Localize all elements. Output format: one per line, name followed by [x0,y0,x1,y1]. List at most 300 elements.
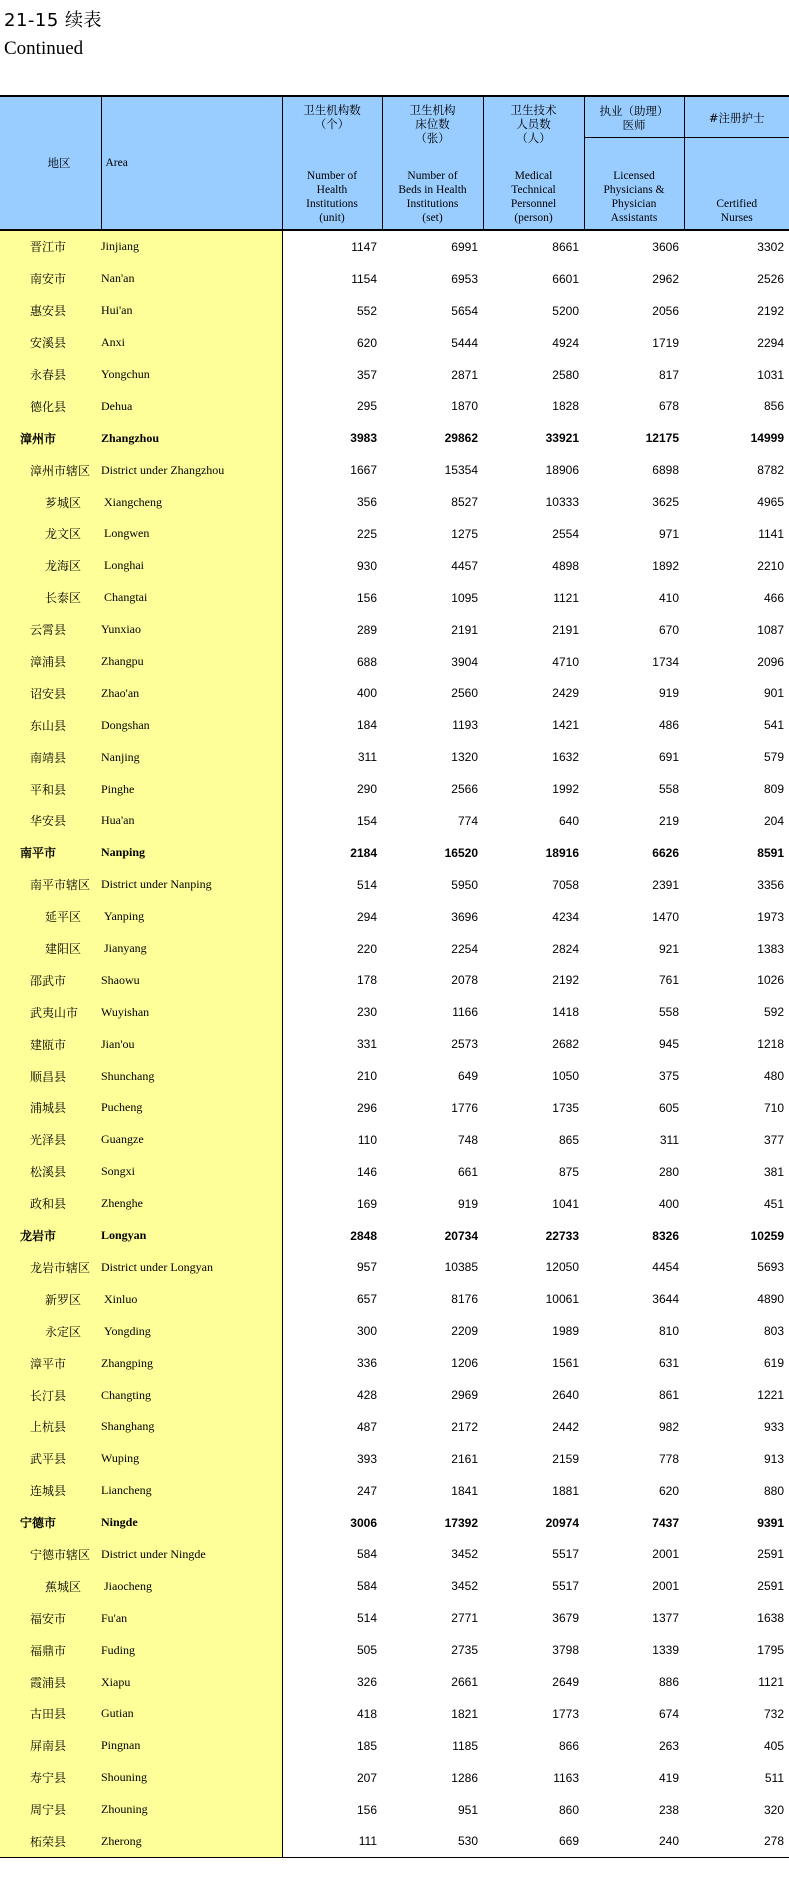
area-name-en: Xiapu [101,1666,282,1698]
table-row [0,327,789,359]
area-name-en: Songxi [101,1156,282,1188]
beds-value: 1275 [451,526,478,541]
area-name-zh: 建瓯市 [0,1028,101,1060]
physicians-value: 219 [658,813,679,828]
area-name-en: Yanping [101,901,282,933]
table-row [0,1411,789,1443]
area-name-en: Dongshan [101,709,282,741]
institutions-value: 514 [356,877,377,892]
institutions-value: 247 [356,1483,377,1498]
institutions-value: 178 [356,973,377,988]
nurses-value: 1031 [757,367,784,382]
area-name-zh: 政和县 [0,1188,101,1220]
table-row [0,1570,789,1602]
institutions-value: 210 [356,1069,377,1084]
table-row [0,1826,789,1858]
area-name-en: District under Zhangzhou [101,454,282,486]
header-beds-zh: 卫生机构 床位数 （张） [409,103,456,145]
area-name-en: District under Ningde [101,1539,282,1571]
personnel-value: 1828 [552,399,579,414]
institutions-value: 393 [356,1451,377,1466]
beds-value: 8527 [451,495,478,510]
physicians-value: 375 [658,1069,679,1084]
nurses-value: 1141 [758,526,784,541]
institutions-value: 326 [356,1675,377,1690]
nurses-value: 3356 [757,877,784,892]
area-name-zh: 蕉城区 [0,1570,101,1602]
area-name-zh: 福鼎市 [0,1634,101,1666]
personnel-value: 2640 [552,1388,579,1402]
nurses-value: 1795 [757,1643,784,1658]
personnel-value: 866 [558,1738,579,1753]
institutions-value: 225 [356,526,377,541]
nurses-value: 901 [763,686,784,701]
area-name-en: Changtai [101,582,282,614]
personnel-value: 640 [558,813,579,828]
beds-value: 2254 [451,941,478,956]
institutions-value: 657 [356,1292,377,1307]
physicians-value: 605 [658,1100,679,1115]
area-name-zh: 云霄县 [0,614,101,646]
area-name-en: Changting [101,1379,282,1411]
nurses-value: 913 [763,1451,784,1466]
beds-value: 530 [382,1826,483,1858]
physicians-value: 945 [658,1037,679,1052]
nurses-value: 480 [763,1069,784,1084]
table-row [0,454,789,486]
nurses-value: 8591 [757,845,784,860]
area-name-en: Zhenghe [101,1188,282,1220]
physicians-value: 8326 [652,1228,679,1243]
nurses-value: 466 [763,590,784,605]
institutions-value: 290 [356,782,377,797]
area-name-zh: 顺昌县 [0,1060,101,1092]
institutions-value: 688 [356,654,377,669]
table-row [0,295,789,327]
nurses-value: 2591 [757,1579,784,1594]
nurses-value: 1218 [757,1037,784,1052]
table-row [0,996,789,1028]
beds-value: 6953 [451,271,478,286]
personnel-value: 875 [558,1164,579,1179]
area-name-en: Longyan [101,1220,282,1252]
table-row [0,422,789,454]
personnel-value: 6601 [552,271,579,286]
area-name-zh: 新罗区 [0,1283,101,1315]
area-name-en: Longwen [101,518,282,550]
beds-value: 4457 [451,558,478,573]
personnel-value: 1561 [552,1356,579,1371]
area-name-zh: 诏安县 [0,677,101,709]
area-name-zh: 柘荣县 [0,1826,101,1858]
physicians-value: 1377 [652,1611,679,1626]
beds-value: 6991 [451,239,478,254]
personnel-value: 4898 [552,558,579,573]
beds-value: 2560 [451,686,478,701]
area-name-en: Ningde [101,1507,282,1539]
table-row [0,1730,789,1762]
beds-value: 1206 [451,1356,478,1371]
nurses-value: 541 [763,718,784,733]
area-name-zh: 延平区 [0,901,101,933]
nurses-value: 732 [763,1706,784,1721]
personnel-value: 1050 [552,1069,579,1084]
institutions-value: 230 [356,1005,377,1020]
table-row [0,805,789,837]
institutions-value: 295 [356,399,377,414]
area-name-zh: 德化县 [0,390,101,422]
area-name-zh: 龙岩市辖区 [0,1252,101,1284]
header-beds-en: Number of Beds in Health Institutions (set) [398,170,467,224]
header-beds [382,96,483,230]
institutions-value: 418 [356,1706,377,1721]
area-name-zh: 武夷山市 [0,996,101,1028]
institutions-value: 584 [356,1579,377,1594]
header-nurses [684,96,789,230]
nurses-value: 2526 [757,271,784,286]
institutions-value: 357 [356,367,377,382]
beds-value: 1320 [451,750,478,765]
institutions-value: 110 [357,1132,377,1147]
beds-value: 5444 [451,335,478,350]
physicians-value: 670 [658,622,679,637]
area-name-en: Nanping [101,837,282,869]
table-row [0,1634,789,1666]
area-name-en: Fu'an [101,1602,282,1634]
physicians-value: 982 [658,1419,679,1434]
header-area-en [101,96,282,230]
nurses-value: 320 [763,1802,784,1817]
table-row [0,1124,789,1156]
area-name-en: District under Longyan [101,1252,282,1284]
physicians-value: 1470 [652,909,679,924]
physicians-value: 1734 [652,654,679,669]
area-name-zh: 芗城区 [0,486,101,518]
institutions-value: 957 [356,1260,377,1275]
physicians-value: 2391 [652,877,679,892]
nurses-value: 2591 [757,1547,784,1562]
institutions-value: 3006 [350,1515,377,1530]
header-physicians-zh: 执业（助理） 医师 [585,97,684,138]
nurses-value: 405 [763,1738,784,1753]
physicians-value: 4454 [652,1260,679,1275]
physicians-value: 2001 [652,1579,679,1594]
physicians-value: 419 [658,1770,679,1785]
area-name-zh: 周宁县 [0,1794,101,1826]
nurses-value: 5693 [757,1260,784,1275]
institutions-value: 185 [356,1738,377,1753]
area-name-zh: 上杭县 [0,1411,101,1443]
beds-value: 3696 [451,909,478,924]
physicians-value: 861 [658,1388,679,1402]
beds-value: 1095 [451,590,478,605]
table-row [0,646,789,678]
institutions-value: 220 [356,941,377,956]
table-row [0,1060,789,1092]
table-row [0,1188,789,1220]
nurses-value: 803 [763,1324,784,1339]
area-name-zh: 漳平市 [0,1347,101,1379]
personnel-value: 1421 [552,718,579,733]
area-name-zh: 漳州市 [0,422,101,454]
table-row [0,837,789,869]
table-row [0,486,789,518]
area-name-en: Pinghe [101,773,282,805]
personnel-value: 18916 [545,845,579,860]
header-institutions-en: Number of Health Institutions (unit) [306,170,358,224]
nurses-value: 1383 [757,941,784,956]
area-name-zh: 长泰区 [0,582,101,614]
header-physicians-en: Licensed Physicians & Physician Assistants [603,170,665,224]
physicians-value: 3644 [652,1292,679,1307]
institutions-value: 2184 [350,845,377,860]
header-area-zh-text: 地区 [47,156,71,170]
institutions-value: 336 [356,1356,377,1371]
personnel-value: 1735 [552,1100,579,1115]
physicians-value: 486 [658,718,679,733]
area-name-en: Wuyishan [101,996,282,1028]
beds-value: 2191 [451,622,478,637]
area-name-en: Xinluo [101,1283,282,1315]
area-name-zh: 松溪县 [0,1156,101,1188]
personnel-value: 1773 [552,1706,579,1721]
personnel-value: 1041 [552,1196,579,1211]
table-subtitle: Continued [4,38,84,59]
area-name-zh: 霞浦县 [0,1666,101,1698]
area-name-zh: 华安县 [0,805,101,837]
beds-value: 2871 [451,367,478,382]
personnel-value: 865 [558,1132,579,1147]
beds-value: 919 [457,1196,478,1211]
beds-value: 1776 [451,1100,478,1115]
personnel-value: 2682 [552,1037,579,1052]
personnel-value: 3798 [552,1643,579,1658]
table-row [0,964,789,996]
nurses-value: 592 [763,1005,784,1020]
beds-value: 2161 [451,1451,478,1466]
institutions-value: 184 [356,718,377,733]
nurses-value: 579 [763,750,784,765]
institutions-value: 289 [356,622,377,637]
nurses-value: 204 [763,813,784,828]
personnel-value: 2554 [552,526,579,541]
nurses-value: 381 [763,1164,784,1179]
area-name-en: Anxi [101,327,282,359]
statistics-table [0,95,789,1858]
area-name-zh: 南平市辖区 [0,869,101,901]
table-row [0,1698,789,1730]
institutions-value: 156 [356,590,377,605]
physicians-value: 778 [658,1451,679,1466]
physicians-value: 810 [658,1324,679,1339]
area-name-zh: 晋江市 [0,230,101,263]
area-name-zh: 寿宁县 [0,1762,101,1794]
table-row [0,1347,789,1379]
area-name-en: Shaowu [101,964,282,996]
beds-value: 2078 [451,973,478,988]
nurses-value: 9391 [757,1515,784,1530]
physicians-value: 558 [658,1005,679,1020]
nurses-value: 14999 [750,431,784,446]
physicians-value: 674 [658,1706,679,1721]
table-row [0,359,789,391]
table-row [0,614,789,646]
institutions-value: 207 [356,1770,377,1785]
beds-value: 2735 [451,1643,478,1658]
area-name-zh: 光泽县 [0,1124,101,1156]
area-name-en: Zhangzhou [101,422,282,454]
table-row [0,1092,789,1124]
header-institutions [282,96,382,230]
area-name-zh: 邵武市 [0,964,101,996]
area-name-en: Yongding [101,1315,282,1347]
personnel-value: 22733 [545,1228,579,1243]
beds-value: 2969 [451,1388,478,1402]
beds-value: 774 [457,813,478,828]
personnel-value: 1632 [552,750,579,765]
table-row [0,1507,789,1539]
table-row [0,230,789,263]
table-row [0,1475,789,1507]
nurses-value: 809 [763,782,784,797]
institutions-value: 311 [357,750,377,765]
personnel-value: 1881 [552,1483,579,1498]
table-row [0,390,789,422]
personnel-value: 3679 [552,1611,579,1626]
area-name-en: Nan'an [101,263,282,295]
area-name-en: Jinjiang [101,230,282,263]
area-name-en: Zhao'an [101,677,282,709]
header-nurses-en: Certified Nurses [716,198,758,224]
beds-value: 2172 [451,1419,478,1434]
area-name-zh: 漳浦县 [0,646,101,678]
area-name-en: Xiangcheng [101,486,282,518]
table-row [0,518,789,550]
beds-value: 8176 [451,1292,478,1307]
area-name-en: Nanjing [101,741,282,773]
area-name-en: Jiaocheng [101,1570,282,1602]
table-row [0,709,789,741]
beds-value: 3452 [451,1547,478,1562]
personnel-value: 5517 [552,1579,579,1594]
nurses-value: 4965 [757,495,784,510]
nurses-value: 2096 [757,654,784,669]
nurses-value: 10259 [750,1228,784,1243]
area-name-zh: 连城县 [0,1475,101,1507]
header-personnel [483,96,584,230]
area-name-en: Wuping [101,1443,282,1475]
physicians-value: 311 [659,1132,679,1147]
personnel-value: 18906 [545,463,579,478]
area-name-zh: 宁德市辖区 [0,1539,101,1571]
physicians-value: 240 [584,1826,684,1858]
nurses-value: 278 [684,1826,789,1858]
institutions-value: 620 [356,335,377,350]
nurses-value: 451 [763,1196,784,1211]
nurses-value: 1638 [757,1611,784,1626]
physicians-value: 400 [658,1196,679,1211]
personnel-value: 2580 [552,367,579,382]
physicians-value: 678 [658,399,679,414]
beds-value: 16520 [444,845,478,860]
personnel-value: 10333 [545,495,579,510]
area-name-en: Hua'an [101,805,282,837]
table-row [0,1379,789,1411]
table-row [0,1794,789,1826]
physicians-value: 6898 [652,463,679,478]
beds-value: 5950 [451,877,478,892]
institutions-value: 146 [356,1164,377,1179]
nurses-value: 2210 [757,558,784,573]
table-row [0,1443,789,1475]
beds-value: 1286 [451,1770,478,1785]
table-row [0,1666,789,1698]
nurses-value: 377 [763,1132,784,1147]
personnel-value: 4710 [552,654,579,669]
institutions-value: 930 [356,558,377,573]
physicians-value: 280 [658,1164,679,1179]
area-name-en: Yongchun [101,359,282,391]
table-row [0,901,789,933]
physicians-value: 1339 [652,1643,679,1658]
institutions-value: 428 [356,1388,377,1402]
physicians-value: 1719 [652,335,679,350]
table-row [0,869,789,901]
institutions-value: 1147 [351,239,377,254]
beds-value: 2771 [451,1611,478,1626]
header-physicians [584,96,684,230]
nurses-value: 2294 [757,335,784,350]
beds-value: 661 [457,1164,478,1179]
physicians-value: 2001 [652,1547,679,1562]
beds-value: 1193 [452,718,478,733]
physicians-value: 238 [658,1802,679,1817]
beds-value: 951 [457,1802,478,1817]
table-row [0,773,789,805]
beds-value: 649 [457,1069,478,1084]
table-row [0,933,789,965]
personnel-value: 2649 [552,1675,579,1690]
personnel-value: 1121 [553,590,579,605]
personnel-value: 2442 [552,1419,579,1434]
physicians-value: 263 [658,1738,679,1753]
area-name-zh: 永定区 [0,1315,101,1347]
nurses-value: 4890 [757,1292,784,1307]
physicians-value: 2962 [652,271,679,286]
area-name-en: Zhangpu [101,646,282,678]
personnel-value: 33921 [545,431,579,446]
personnel-value: 1989 [552,1324,579,1339]
physicians-value: 921 [658,941,679,956]
header-personnel-en: Medical Technical Personnel (person) [510,170,557,224]
physicians-value: 6626 [652,845,679,860]
physicians-value: 631 [658,1356,679,1371]
nurses-value: 3302 [757,239,784,254]
area-name-en: Shouning [101,1762,282,1794]
area-name-en: Hui'an [101,295,282,327]
beds-value: 748 [457,1132,478,1147]
personnel-value: 860 [558,1802,579,1817]
area-name-zh: 宁德市 [0,1507,101,1539]
institutions-value: 487 [356,1419,377,1434]
area-name-zh: 漳州市辖区 [0,454,101,486]
physicians-value: 410 [658,590,679,605]
area-name-en: Pucheng [101,1092,282,1124]
area-name-en: Shunchang [101,1060,282,1092]
institutions-value: 2848 [350,1228,377,1243]
table-row [0,1156,789,1188]
area-name-en: Shanghang [101,1411,282,1443]
